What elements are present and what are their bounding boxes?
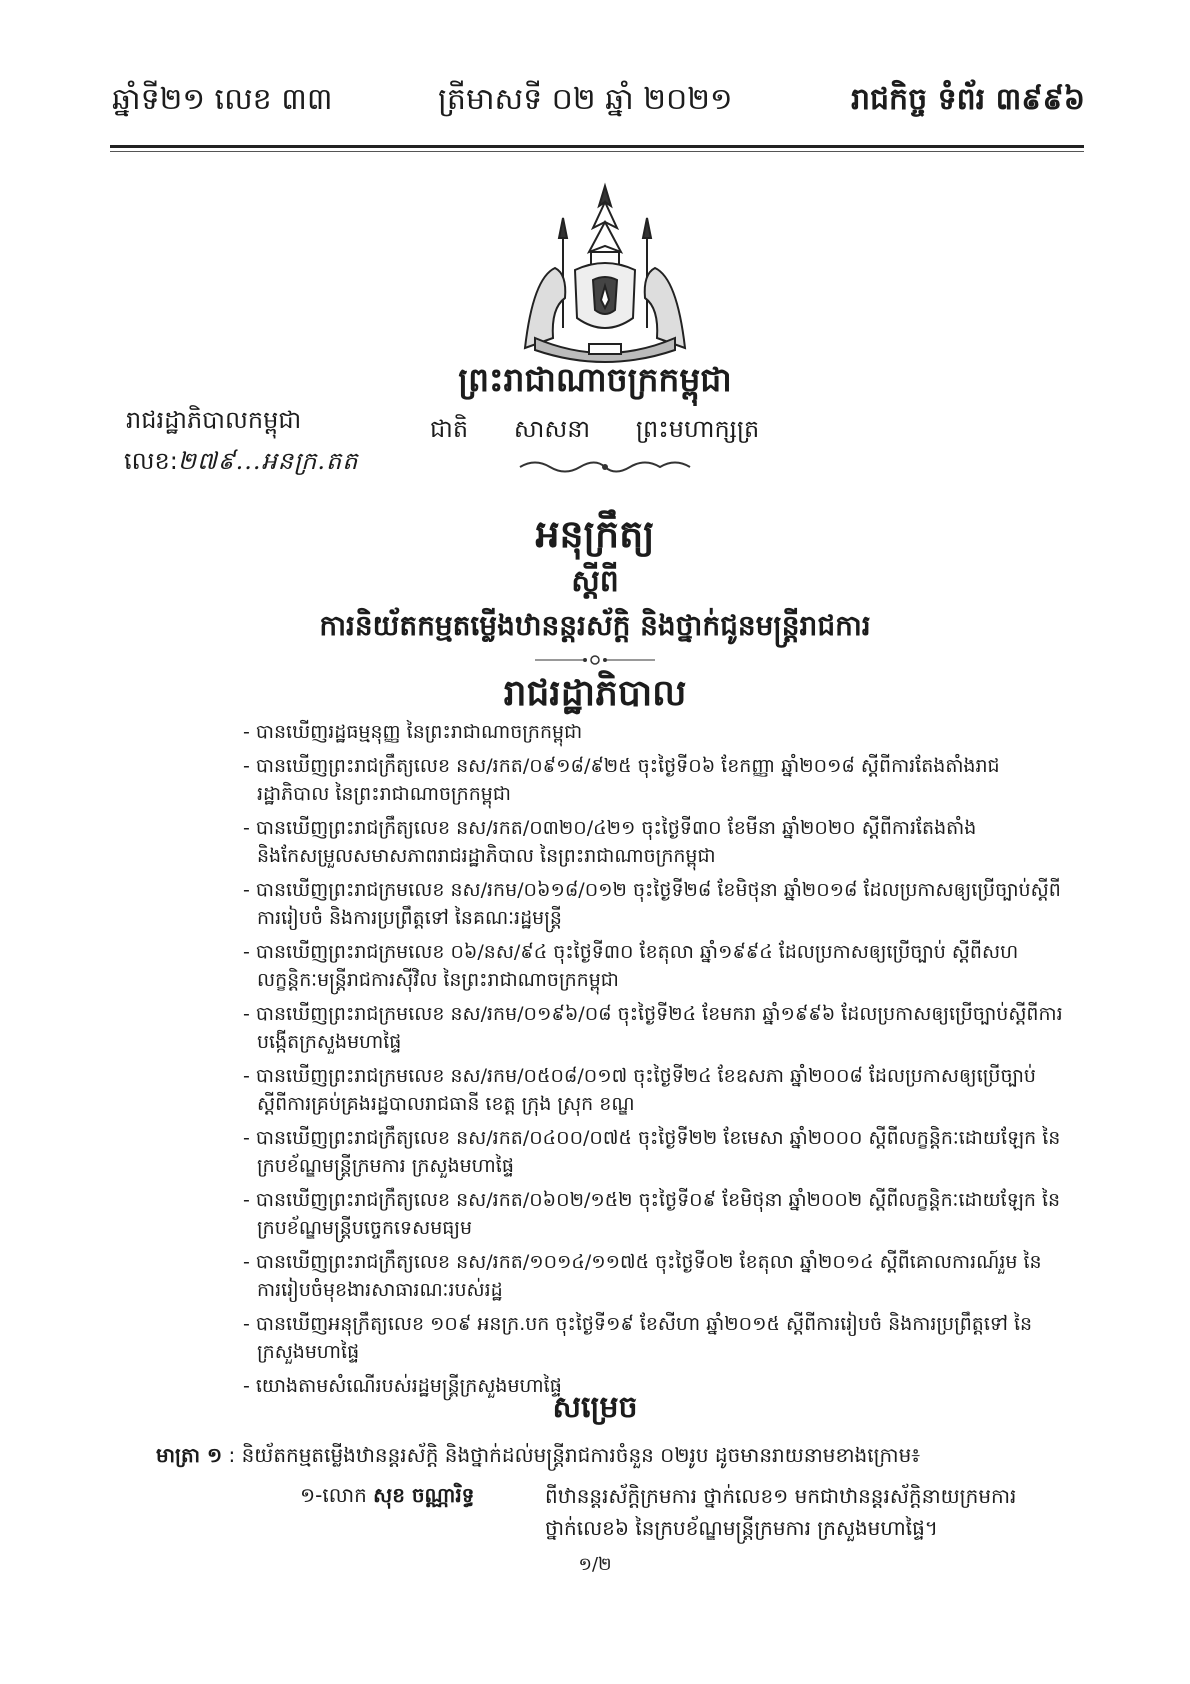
header-quarter: ត្រីមាសទី ០២ ឆ្នាំ ២០២១	[438, 82, 733, 117]
motto-nation: ជាតិ	[430, 415, 469, 443]
header-rule-thin	[110, 151, 1084, 152]
decision-heading: សម្រេច	[552, 1390, 638, 1425]
article-1	[156, 1440, 1066, 1470]
legal-basis-item: - បានឃើញអនុក្រឹត្យលេខ ១០៩ អនក្រ.បក ចុះថ្ងៃទី១៩ ខែសីហា ឆ្នាំ២០១៥ ស្តីពីការរៀបចំ និងការប្រព្រឹត្តទៅ នៃក្រសួងមហាផ្ទៃ	[243, 1313, 1033, 1363]
header-page: រាជកិច្ច ទំព័រ ៣៩៩៦	[850, 82, 1085, 117]
reference-number	[124, 446, 358, 481]
legal-basis-item: - បានឃើញព្រះរាជក្រឹត្យលេខ នស/រកត/០៤០០/០៧៥ ចុះថ្ងៃទី២២ ខែមេសា ឆ្នាំ២០០០ ស្តីពីលក្ខន្តិកៈដោយឡែក នៃក្របខ័ណ្ឌមន្ត្រីក្រមការ ក្រសួងមហាផ្ទៃ	[243, 1127, 1061, 1177]
issuing-authority: រាជរដ្ឋាភិបាល	[503, 673, 687, 714]
page-number: ១/២	[578, 1554, 612, 1575]
legal-basis-item: - បានឃើញព្រះរាជក្រឹត្យលេខ នស/រកត/០៣២០/៤២១ ចុះថ្ងៃទី៣០ ខែមីនា ឆ្នាំ២០២០ ស្តីពីការតែងតាំង និងកែសម្រួលសមាសភាពរាជរដ្ឋាភិបាល នៃព្រះរាជាណាចក្រកម្ពុជា	[243, 817, 977, 867]
royal-coat-of-arms-icon	[505, 178, 705, 368]
legal-basis-item: - បានឃើញព្រះរាជក្រឹត្យលេខ នស/រកត/០៩១៨/៩២៥ ចុះថ្ងៃទី០៦ ខែកញ្ញា ឆ្នាំ២០១៨ ស្តីពីការតែងតាំងរាជរដ្ឋាភិបាល នៃព្រះរាជាណាចក្រកម្ពុជា	[243, 755, 1000, 805]
legal-basis-item: - បានឃើញព្រះរាជក្រមលេខ នស/រកម/០៥០៨/០១៧ ចុះថ្ងៃទី២៤ ខែឧសភា ឆ្នាំ២០០៨ ដែលប្រកាសឲ្យប្រើច្បាប់ស្តីពីការគ្រប់គ្រងរដ្ឋបាលរាជធានី ខេត្ត ក្រុង ស្រុក ខណ្ឌ	[243, 1065, 1036, 1115]
about-label: ស្តីពី	[571, 564, 619, 599]
title-divider-icon	[535, 654, 655, 666]
legal-basis-item: - បានឃើញរដ្ឋធម្មនុញ្ញ នៃព្រះរាជាណាចក្រកម្ពុជា	[243, 721, 583, 743]
legal-basis-item: - បានឃើញព្រះរាជក្រមលេខ ០៦/នស/៩៤ ចុះថ្ងៃទី៣០ ខែតុលា ឆ្នាំ១៩៩៤ ដែលប្រកាសឲ្យប្រើច្បាប់ ស្តីពីសហលក្ខន្តិកៈមន្ត្រីរាជការស៊ីវិល នៃព្រះរាជាណាចក្រកម្ពុជា	[243, 941, 1019, 991]
person-prefix: ១-លោក	[300, 1483, 367, 1507]
kingdom-title: ព្រះរាជាណាចក្រកម្ពុជា	[458, 360, 732, 399]
legal-basis-list	[243, 718, 1063, 1406]
motto-king: ព្រះមហាក្សត្រ	[635, 415, 760, 443]
motto-religion: សាសនា	[513, 415, 591, 443]
document-type: អនុក្រឹត្យ	[535, 512, 655, 556]
person-entry	[300, 1480, 474, 1510]
person-description: ពីឋានន្តរស័ក្តិក្រមការ ថ្នាក់លេខ១ មកជាឋានន្តរស័ក្តិនាយក្រមការ ថ្នាក់លេខ៦ នៃក្របខ័ណ្ឌមន្ត្រីក្រមការ ក្រសួងមហាផ្ទៃ។	[545, 1484, 1017, 1540]
legal-basis-item: - បានឃើញព្រះរាជក្រឹត្យលេខ នស/រកត/០៦០២/១៥២ ចុះថ្ងៃទី០៩ ខែមិថុនា ឆ្នាំ២០០២ ស្តីពីលក្ខន្តិកៈដោយឡែក នៃក្របខ័ណ្ឌមន្ត្រីបច្ចេកទេសមធ្យម	[243, 1189, 1061, 1239]
legal-basis-item: - បានឃើញព្រះរាជក្រមលេខ នស/រកម/០៦១៨/០១២ ចុះថ្ងៃទី២៨ ខែមិថុនា ឆ្នាំ២០១៨ ដែលប្រកាសឲ្យប្រើច្បាប់ស្តីពីការរៀបចំ និងការប្រព្រឹត្តទៅ នៃគណៈរដ្ឋមន្ត្រី	[243, 879, 1061, 929]
document-subject: ការនិយ័តកម្មតម្លើងឋានន្តរស័ក្តិ និងថ្នាក់ជូនមន្ត្រីរាជការ	[319, 609, 871, 642]
legal-basis-item: - បានឃើញព្រះរាជក្រមលេខ នស/រកម/០១៩៦/០៨ ចុះថ្ងៃទី២៤ ខែមករា ឆ្នាំ១៩៩៦ ដែលប្រកាសឲ្យប្រើច្បាប់ស្តីពីការបង្កើតក្រសួងមហាផ្ទៃ	[243, 1003, 1063, 1053]
person-name: សុខ ចណ្ណារិទ្ធ	[373, 1483, 475, 1507]
reference-value: ២៧៩...អនក្រ.តត	[177, 447, 359, 475]
legal-basis-item: - យោងតាមសំណើរបស់រដ្ឋមន្ត្រីក្រសួងមហាផ្ទៃ	[243, 1375, 562, 1397]
ornament-divider-icon	[515, 456, 695, 478]
article-label: មាត្រា ១	[156, 1443, 223, 1467]
article-text: : និយ័តកម្មតម្លើងឋានន្តរស័ក្តិ និងថ្នាក់ដល់មន្ត្រីរាជការចំនួន ០២រូប ដូចមានរាយនាមខាងក្រោម៖	[228, 1443, 921, 1467]
issuing-body: រាជរដ្ឋាភិបាលកម្ពុជា	[126, 406, 302, 434]
reference-label: លេខ:	[124, 447, 178, 475]
header-rule	[110, 145, 1084, 148]
header-issue: ឆ្នាំទី២១ លេខ ៣៣	[112, 82, 333, 117]
legal-basis-item: - បានឃើញព្រះរាជក្រឹត្យលេខ នស/រកត/១០១៤/១១៧៥ ចុះថ្ងៃទី០២ ខែតុលា ឆ្នាំ២០១៤ ស្តីពីគោលការណ៍រួម នៃការរៀបចំមុខងារសាធារណៈរបស់រដ្ឋ	[243, 1251, 1042, 1301]
national-motto	[430, 414, 759, 449]
